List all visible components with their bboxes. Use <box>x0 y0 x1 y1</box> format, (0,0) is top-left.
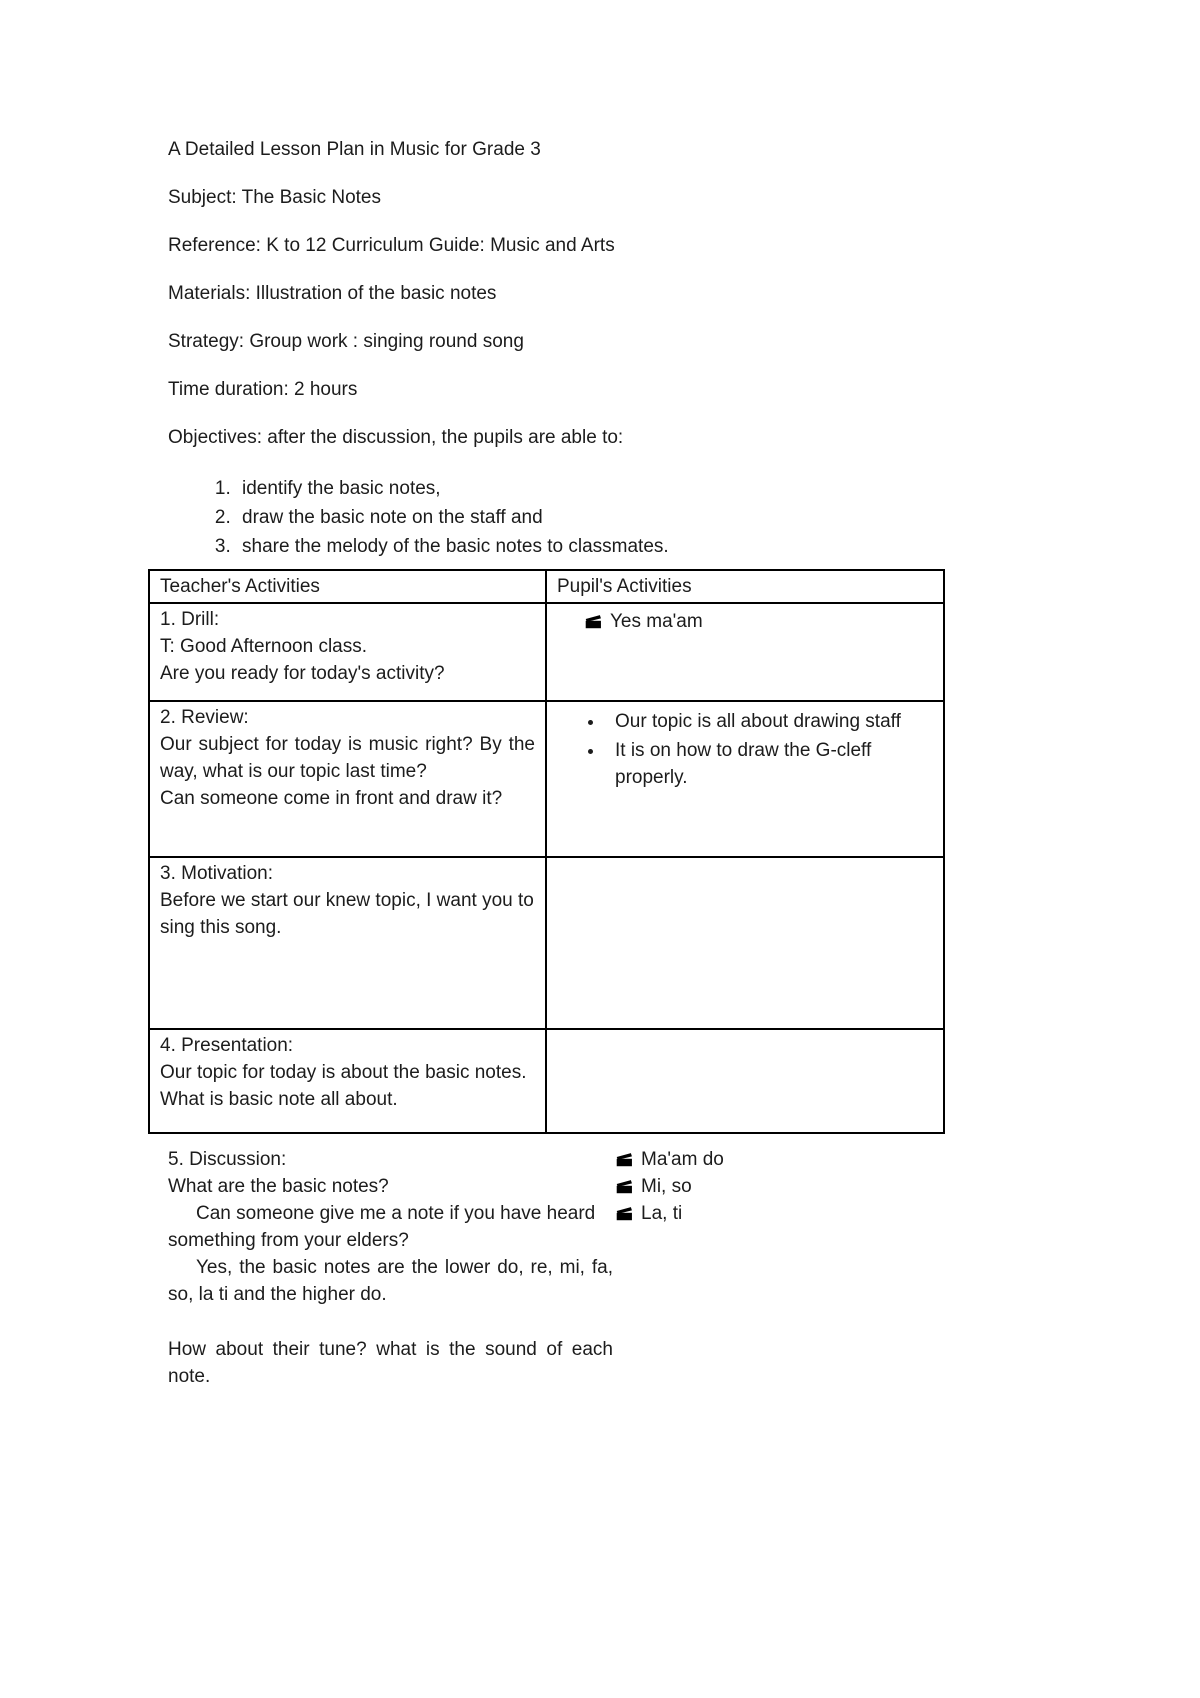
clapper-icon <box>616 1206 633 1221</box>
review-teacher-cell <box>149 701 546 857</box>
presentation-teacher-cell <box>149 1029 546 1133</box>
discussion-heading: 5. Discussion: <box>168 1149 287 1170</box>
clapper-icon <box>616 1179 633 1194</box>
discussion-question: How about their tune? what is the sound of each note. <box>168 1339 613 1387</box>
review-heading: 2. Review: <box>160 707 249 728</box>
motivation-teacher-cell <box>149 857 546 1029</box>
drill-line: T: Good Afternoon class. <box>160 636 368 657</box>
motivation-heading: 3. Motivation: <box>160 863 273 884</box>
clapper-icon <box>585 614 602 629</box>
pupil-response-text: La, ti <box>641 1203 683 1224</box>
review-line: Can someone come in front and draw it? <box>160 788 503 809</box>
pupil-response-text: Ma'am do <box>641 1149 724 1170</box>
clapper-icon <box>616 1152 633 1167</box>
teacher-activities-header: Teacher's Activities <box>149 570 546 603</box>
drill-pupil-cell <box>546 603 944 701</box>
review-pupil-cell <box>546 701 944 857</box>
motivation-paragraph: Before we start our knew topic, I want you to sing this song. <box>160 890 534 938</box>
discussion-answer: Yes, the basic notes are the lower do, re, mi, fa, so, la ti and the higher do. <box>168 1257 613 1305</box>
pupil-response <box>616 1146 724 1173</box>
table-header-row <box>149 570 944 603</box>
discussion-teacher-column <box>168 1146 613 1390</box>
presentation-heading: 4. Presentation: <box>160 1035 294 1056</box>
table-row <box>149 1029 944 1133</box>
pupil-response <box>557 606 933 635</box>
pupil-bullet-item: • It is on how to draw the G-cleff properly. <box>605 737 915 791</box>
table-row <box>149 603 944 701</box>
doc-materials: Materials: Illustration of the basic notes <box>168 283 497 304</box>
pupil-response <box>616 1173 724 1200</box>
pupil-bullet-item: • Our topic is all about drawing staff <box>605 708 915 735</box>
pupil-bullet-list <box>557 708 933 791</box>
doc-strategy: Strategy: Group work : singing round song <box>168 331 524 352</box>
pupil-response <box>616 1200 724 1227</box>
discussion-question: Can someone give me a note if you have heard something from your elders? <box>168 1203 596 1251</box>
discussion-pupil-column <box>616 1146 724 1390</box>
activities-table <box>148 569 945 1134</box>
presentation-line: What is basic note all about. <box>160 1089 398 1110</box>
presentation-paragraph: Our topic for today is about the basic notes. <box>160 1062 527 1083</box>
review-paragraph: Our subject for today is music right? By the way, what is our topic last time? <box>160 734 535 782</box>
objective-item: 3. share the melody of the basic notes to classmates. <box>236 532 948 561</box>
table-row <box>149 701 944 857</box>
doc-title: A Detailed Lesson Plan in Music for Grade 3 <box>168 139 541 160</box>
objective-item: 1. identify the basic notes, <box>236 474 948 503</box>
pupil-response-text: Mi, so <box>641 1176 692 1197</box>
drill-heading: 1. Drill: <box>160 609 220 630</box>
doc-subject: Subject: The Basic Notes <box>168 187 381 208</box>
doc-objectives-intro: Objectives: after the discussion, the pupils are able to: <box>168 427 624 448</box>
doc-reference: Reference: K to 12 Curriculum Guide: Music and Arts <box>168 235 615 256</box>
discussion-section <box>148 1146 948 1390</box>
objective-item: 2. draw the basic note on the staff and <box>236 503 948 532</box>
pupil-activities-header: Pupil's Activities <box>546 570 944 603</box>
pupil-response-text: Yes ma'am <box>610 611 703 632</box>
table-row <box>149 857 944 1029</box>
doc-duration: Time duration: 2 hours <box>168 379 358 400</box>
presentation-pupil-cell <box>546 1029 944 1133</box>
document-content <box>148 138 948 1390</box>
objectives-list <box>148 474 948 561</box>
motivation-pupil-cell <box>546 857 944 1029</box>
drill-teacher-cell <box>149 603 546 701</box>
discussion-question: What are the basic notes? <box>168 1176 389 1197</box>
drill-line: Are you ready for today's activity? <box>160 663 445 684</box>
